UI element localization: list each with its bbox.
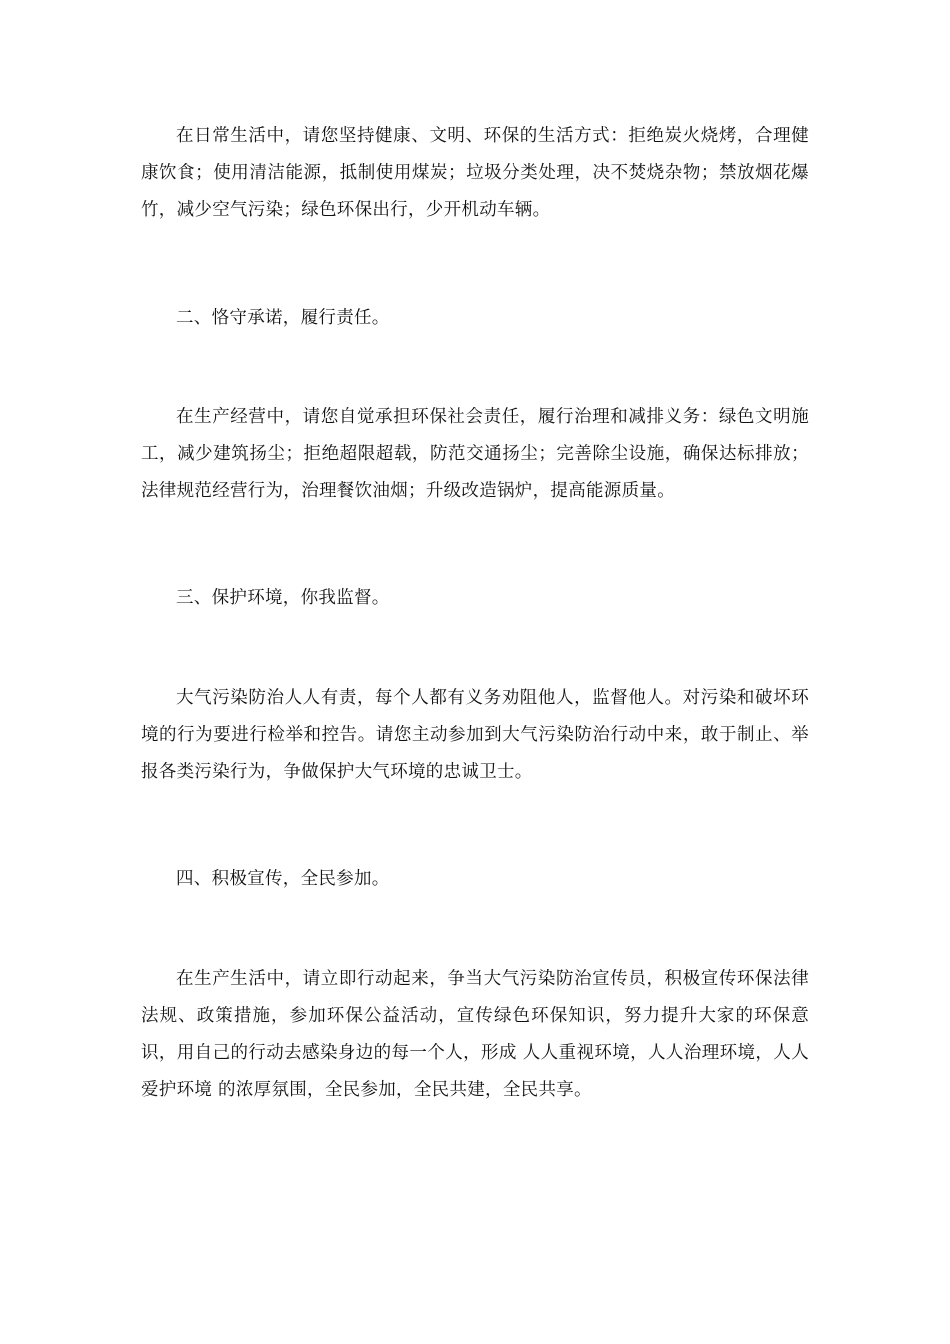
paragraph-supervision: 大气污染防治人人有责，每个人都有义务劝阻他人，监督他人。对污染和破坏环境的行为要进行检举和控告。请您主动参加到大气污染防治行动中来，敢于制止、举报各类污染行为，争做保护大气环境的忠诚卫士。 (141, 688, 809, 782)
section-heading-supervision: 三、保护环境，你我监督。 (176, 588, 390, 608)
paragraph-publicity: 在生产生活中，请立即行动起来，争当大气污染防治宣传员，积极宣传环保法律法规、政策措施，参加环保公益活动，宣传绿色环保知识，努力提升大家的环保意识，用自己的行动去感染身边的每一个人，形成 人人重视环境，人人治理环境，人人爱护环境 的浓厚氛围，全民参加，全民共建，全民共享。 (141, 969, 809, 1100)
paragraph-lifestyle: 在日常生活中，请您坚持健康、文明、环保的生活方式：拒绝炭火烧烤，合理健康饮食；使用清洁能源，抵制使用煤炭；垃圾分类处理，决不焚烧杂物；禁放烟花爆竹，减少空气污染；绿色环保出行，少开机动车辆。 (141, 126, 809, 220)
section-heading-publicity: 四、积极宣传，全民参加。 (176, 869, 390, 889)
section-heading-commitment: 二、恪守承诺，履行责任。 (176, 308, 390, 328)
paragraph-production: 在生产经营中，请您自觉承担环保社会责任，履行治理和减排义务：绿色文明施工，减少建筑扬尘；拒绝超限超载，防范交通扬尘；完善除尘设施，确保达标排放；法律规范经营行为，治理餐饮油烟；升级改造锅炉，提高能源质量。 (141, 407, 809, 501)
